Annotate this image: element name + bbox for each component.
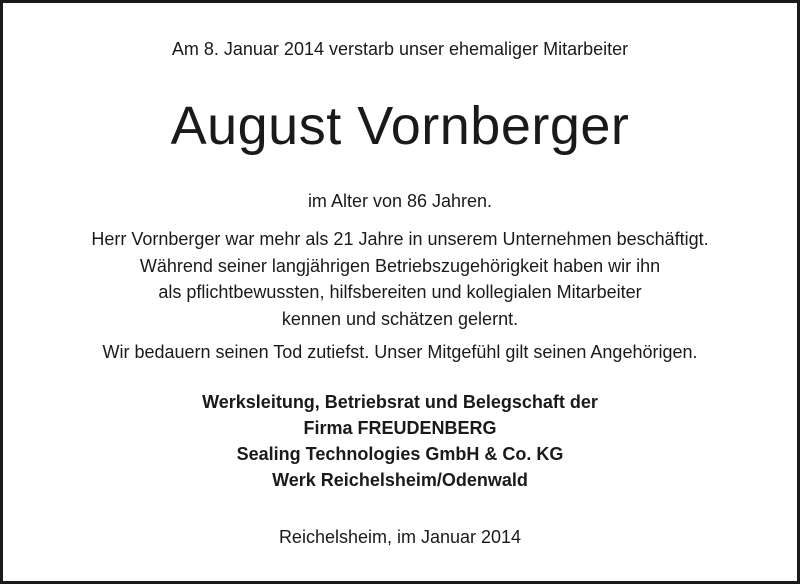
age-text: im Alter von 86 Jahren. xyxy=(307,191,493,211)
tribute-paragraph xyxy=(3,226,797,332)
signature-line: Werksleitung, Betriebsrat und Belegschaft der xyxy=(202,392,598,412)
signature-line: Werk Reichelsheim/Odenwald xyxy=(272,470,528,490)
condolence-text: Wir bedauern seinen Tod zutiefst. Unser Mitgefühl gilt seinen Angehörigen. xyxy=(102,342,698,362)
signature-line: Sealing Technologies GmbH & Co. KG xyxy=(236,444,564,464)
signature-block xyxy=(3,389,797,493)
signature-line: Firma FREUDENBERG xyxy=(303,418,497,438)
place-date: Reichelsheim, im Januar 2014 xyxy=(278,527,522,547)
tribute-line: als pflichtbewussten, hilfsbereiten und kollegialen Mitarbeiter xyxy=(158,282,642,302)
tribute-line: Während seiner langjährigen Betriebszugehörigkeit haben wir ihn xyxy=(139,255,661,276)
tribute-line: kennen und schätzen gelernt. xyxy=(281,308,519,329)
tribute-line: Herr Vornberger war mehr als 21 Jahre in unserem Unternehmen beschäftigt. xyxy=(91,229,709,249)
deceased-name: August Vornberger xyxy=(170,96,630,156)
intro-text: Am 8. Januar 2014 verstarb unser ehemaliger Mitarbeiter xyxy=(171,39,629,59)
